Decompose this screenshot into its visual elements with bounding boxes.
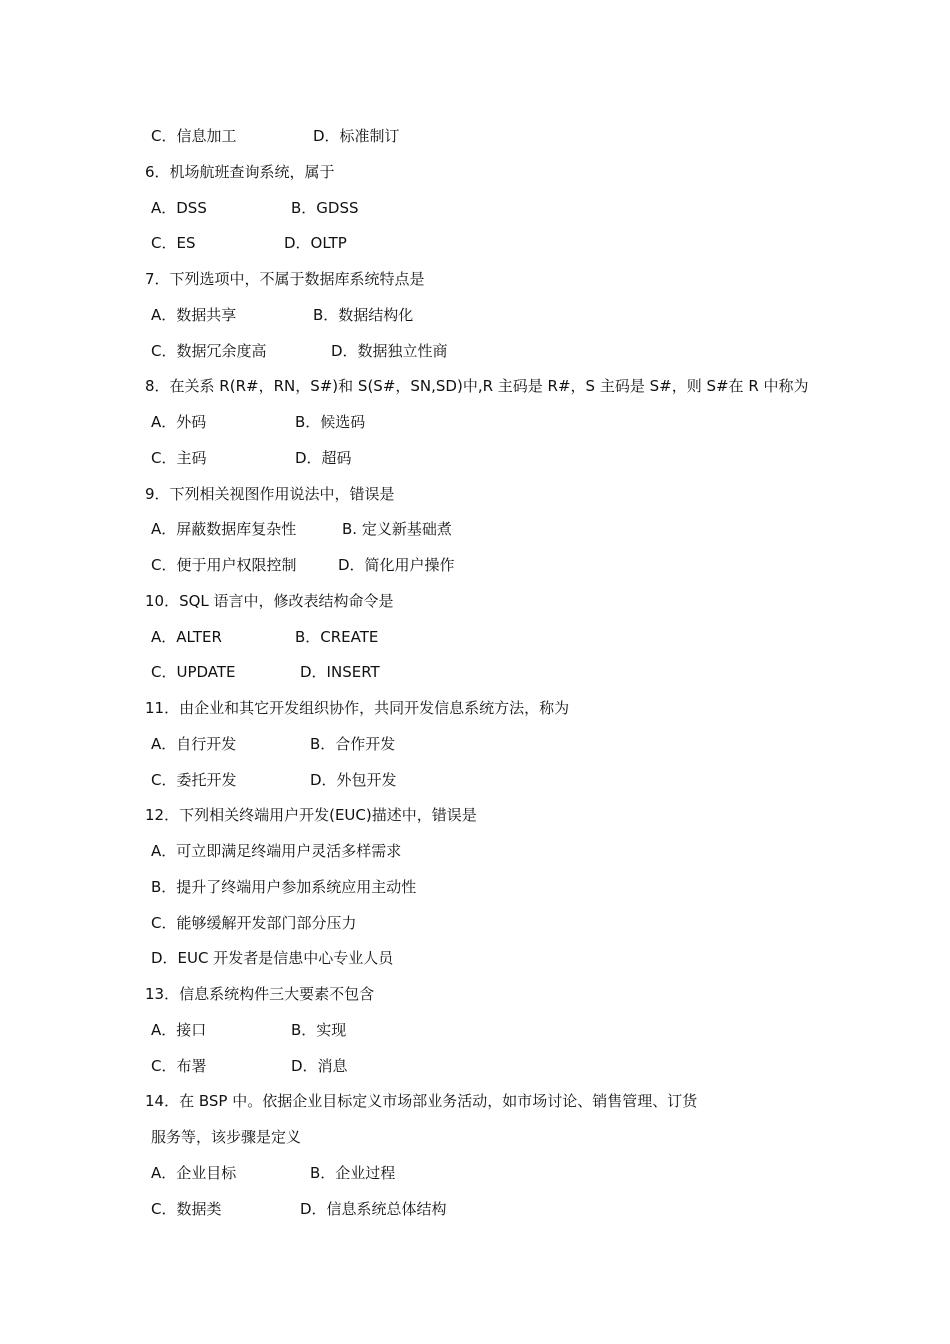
option-text: D．信息系统总体结构 (300, 1200, 447, 1218)
option-text: D．外包开发 (310, 771, 397, 789)
option-text: B．数据结构化 (313, 306, 414, 324)
option-text: B．实现 (291, 1021, 347, 1039)
option-text: C．数据冗余度高 (151, 342, 267, 360)
question-text: 12．下列相关终端用户开发(EUC)描述中，错误是 (145, 806, 477, 824)
option-text: D．INSERT (300, 663, 380, 681)
option-text: C．委托开发 (151, 771, 237, 789)
option-text: A．外码 (151, 413, 207, 431)
option-text: B. 定义新基础煮 (342, 520, 452, 538)
option-text: D．OLTP (284, 234, 347, 252)
option-text: C．ES (151, 234, 196, 252)
option-text: A．ALTER (151, 628, 222, 646)
option-text: D．简化用户操作 (338, 556, 455, 574)
option-text: D．超码 (295, 449, 352, 467)
option-text: B．CREATE (295, 628, 379, 646)
option-text: C．便于用户权限控制 (151, 556, 297, 574)
option-text: C．数据类 (151, 1200, 222, 1218)
question-text: 6．机场航班查询系统，属于 (145, 163, 335, 181)
question-text: 10．SQL 语言中，修改表结构命令是 (145, 592, 394, 610)
option-text: B．企业过程 (310, 1164, 396, 1182)
option-text: D．数据独立性商 (331, 342, 448, 360)
question-text: 7．下列选项中，不属于数据库系统特点是 (145, 270, 425, 288)
option-text: A．自行开发 (151, 735, 237, 753)
option-text: A．数据共享 (151, 306, 237, 324)
option-text: B．候选码 (295, 413, 366, 431)
option-text: A．企业目标 (151, 1164, 237, 1182)
question-text: 13．信息系统构件三大要素不包含 (145, 985, 375, 1003)
option-text: B．合作开发 (310, 735, 396, 753)
option-text: D．标准制订 (313, 127, 400, 145)
question-continuation: 服务等，该步骤是定义 (151, 1128, 302, 1146)
option-text: C．信息加工 (151, 127, 237, 145)
option-text: D．消息 (291, 1057, 348, 1075)
option-text: C．能够缓解开发部门部分压力 (151, 914, 357, 932)
option-text: A．可立即满足终端用户灵活多样需求 (151, 842, 402, 860)
question-text: 11．由企业和其它开发组织协作，共同开发信息系统方法，称为 (145, 699, 570, 717)
option-text: A．接口 (151, 1021, 207, 1039)
option-text: C．主码 (151, 449, 207, 467)
question-text: 14．在 BSP 中。依据企业目标定义市场部业务活动，如市场讨论、销售管理、订货 (145, 1092, 698, 1110)
option-text: B．提升了终端用户参加系统应用主动性 (151, 878, 417, 896)
option-text: A．DSS (151, 199, 207, 217)
option-text: C．UPDATE (151, 663, 236, 681)
option-text: D．EUC 开发者是信患中心专业人员 (151, 949, 394, 967)
question-text: 9．下列相关视图作用说法中，错误是 (145, 485, 395, 503)
option-text: A．屏蔽数据库复杂性 (151, 520, 297, 538)
option-text: B．GDSS (291, 199, 359, 217)
option-text: C．布署 (151, 1057, 207, 1075)
question-text: 8．在关系 R(R#，RN，S#)和 S(S#，SN,SD)中,R 主码是 R#，S 主码是 S#，则 S#在 R 中称为 (145, 377, 809, 395)
